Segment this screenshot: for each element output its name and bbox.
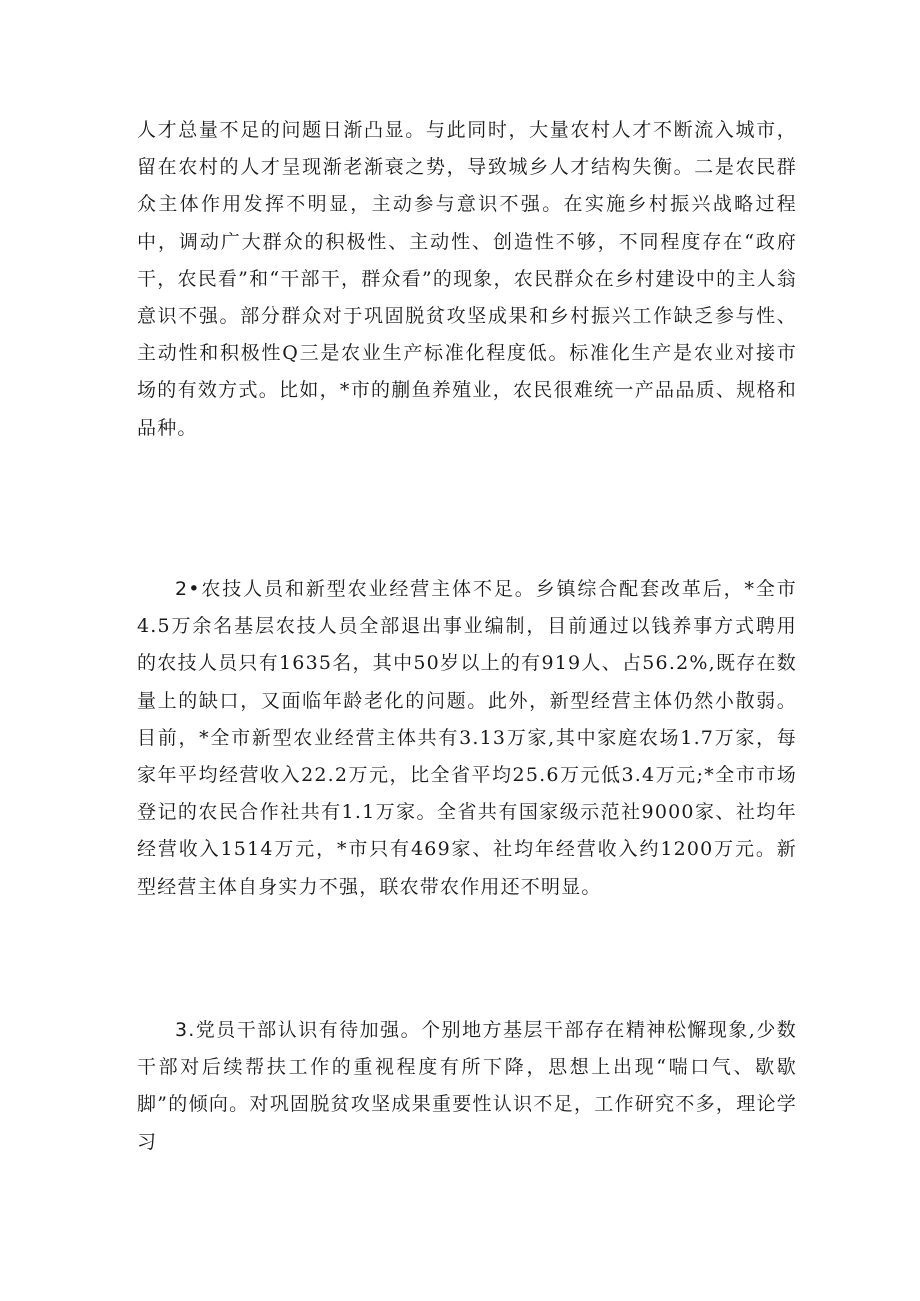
paragraph-talent-and-participation: 人才总量不足的问题日渐凸显。与此同时，大量农村人才不断流入城市，留在农村的人才呈现渐老渐衰之势，导致城乡人才结构失衡。二是农民群众主体作用发挥不明显，主动参与意识不强。在实施乡村振兴战略过程中，调动广大群众的积极性、主动性、创造性不够，不同程度存在“政府干，农民看”和“干部干，群众看”的现象，农民群众在乡村建设中的主人翁意识不强。部分群众对于巩固脱贫攻坚成果和乡村振兴工作缺乏参与性、主动性和积极性Q三是农业生产标准化程度低。标准化生产是农业对接市场的有效方式。比如，*市的蒯鱼养殖业，农民很难统一产品品质、规格和品种。 [137, 119, 797, 439]
section-heading-3: 3.党员干部认识有待加强。 [175, 1019, 422, 1041]
paragraph-body-2: 乡镇综合配套改革后，*全市4.5万余名基层农技人员全部退出事业编制，目前通过以钱养事方式聘用的农技人员只有1635名，其中50岁以上的有919人、占56.2%,既存在数量上的缺口，又面临年龄老化的问题。此外，新型经营主体仍然小散弱。目前，*全市新型农业经营主体共有3.13万家,其中家庭农场1.7万家，每家年平均经营收入22.2万元，比全省平均25.6万元低3.4万元;*全市市场登记的农民合作社共有1.1万家。全省共有国家级示范社9000家、社均年经营收入1514万元，*市只有469家、社均年经营收入约1200万元。新型经营主体自身实力不强，联农带农作用还不明显。 [137, 578, 797, 898]
paragraph-agri-technicians [137, 571, 797, 906]
paragraph-cadre-awareness [137, 1012, 797, 1161]
paragraph-body-3: 个别地方基层干部存在精神松懈现象,少数干部对后续帮扶工作的重视程度有所下降，思想上出现“喘口气、歇歇脚”的倾向。对巩固脱贫攻坚成果重要性认识不足，工作研究不多，理论学习 [137, 1019, 798, 1153]
section-heading-2: 2•农技人员和新型农业经营主体不足。 [175, 578, 536, 600]
